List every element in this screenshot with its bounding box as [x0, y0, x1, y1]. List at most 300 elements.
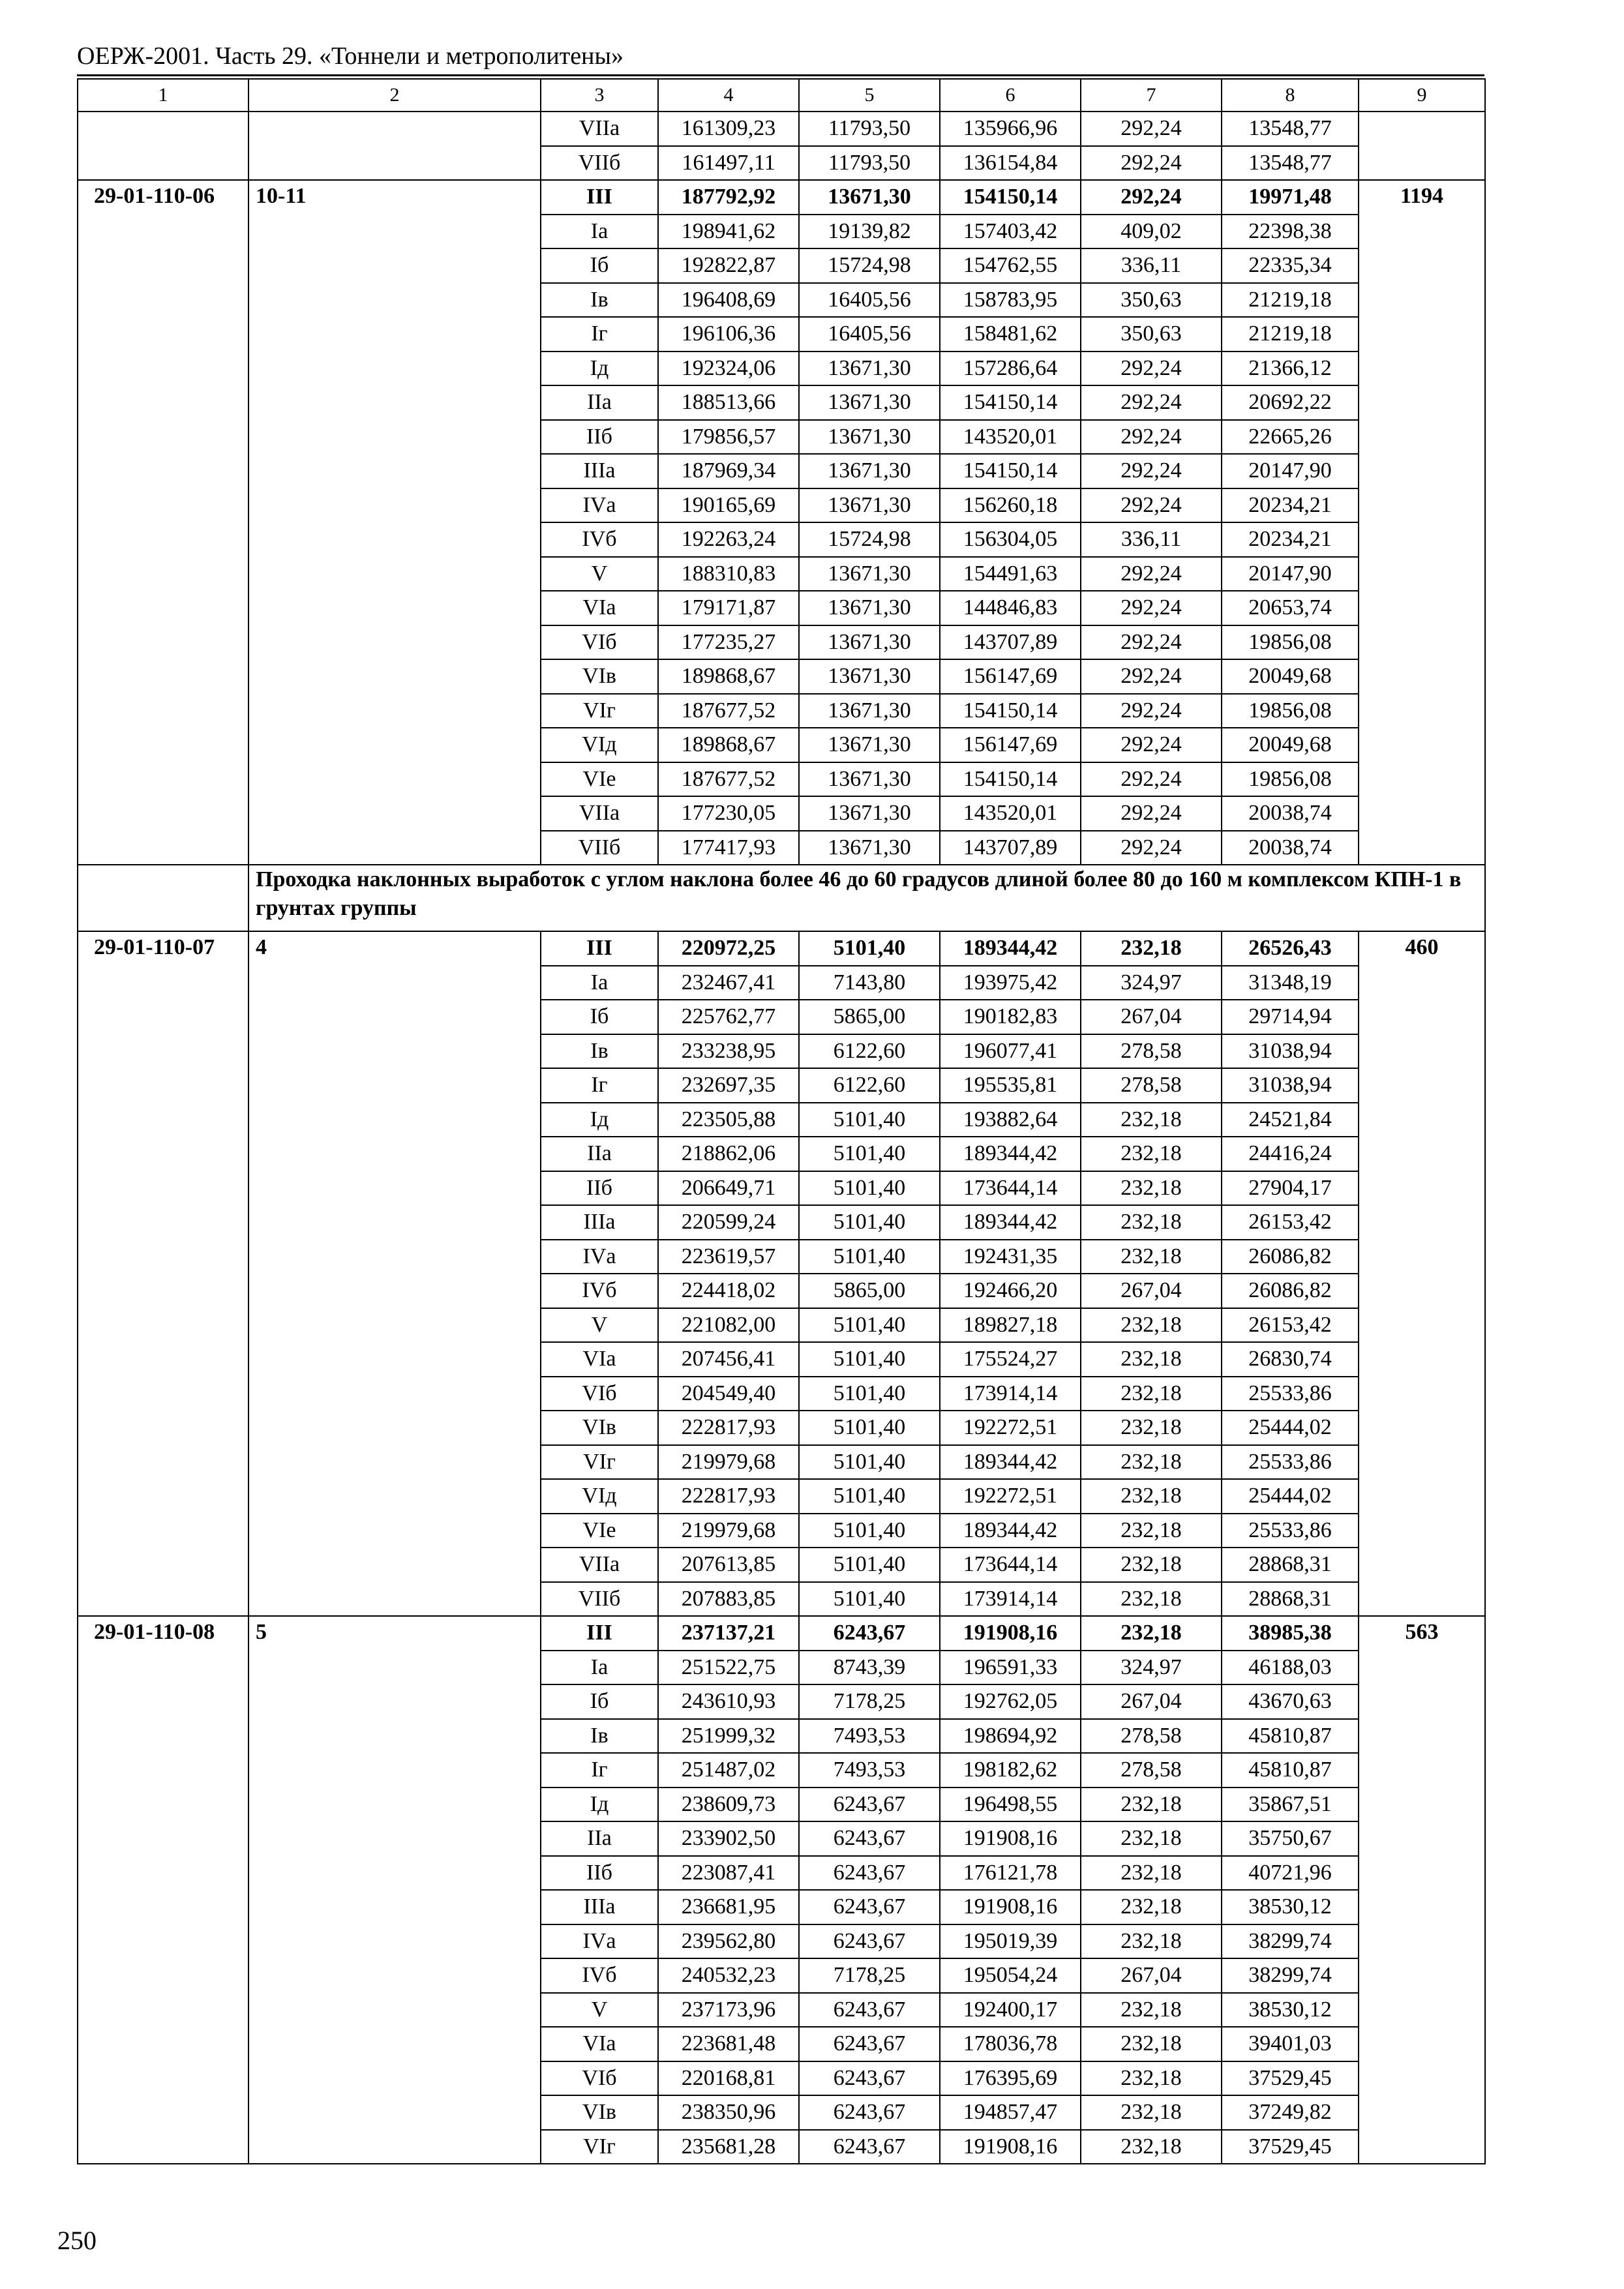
materials-cost: 20234,21	[1222, 488, 1359, 523]
materials-cost: 43670,63	[1222, 1684, 1359, 1719]
labor-wage: 7178,25	[799, 1958, 940, 1993]
materials-cost: 20049,68	[1222, 659, 1359, 694]
table-body	[78, 79, 1485, 2164]
soil-group: VIIб	[541, 831, 658, 865]
machine-cost: 156304,05	[940, 522, 1081, 557]
machinist-wage: 267,04	[1081, 1274, 1222, 1308]
labor-wage: 5101,40	[799, 1342, 940, 1377]
machinist-wage: 232,18	[1081, 1582, 1222, 1617]
materials-cost: 26086,82	[1222, 1274, 1359, 1308]
labor-wage: 5101,40	[799, 1445, 940, 1480]
labor-wage: 6243,67	[799, 1890, 940, 1924]
machinist-wage: 292,24	[1081, 728, 1222, 762]
machinist-wage: 278,58	[1081, 1068, 1222, 1103]
machinist-wage: 324,97	[1081, 1651, 1222, 1685]
soil-group: V	[541, 1993, 658, 2027]
soil-group: Iд	[541, 352, 658, 386]
labor-wage: 7493,53	[799, 1719, 940, 1754]
machine-cost: 192400,17	[940, 1993, 1081, 2027]
machine-cost: 175524,27	[940, 1342, 1081, 1377]
soil-group: IIб	[541, 1171, 658, 1206]
labor-wage: 13671,30	[799, 659, 940, 694]
machinist-wage: 278,58	[1081, 1753, 1222, 1788]
materials-cost: 28868,31	[1222, 1548, 1359, 1582]
labor-wage: 16405,56	[799, 317, 940, 352]
soil-group: Iв	[541, 1034, 658, 1069]
direct-cost: 192263,24	[658, 522, 799, 557]
labor-wage: 6243,67	[799, 1788, 940, 1822]
direct-cost: 236681,95	[658, 1890, 799, 1924]
labor-wage: 6122,60	[799, 1034, 940, 1069]
materials-cost: 37249,82	[1222, 2095, 1359, 2130]
materials-cost: 46188,03	[1222, 1651, 1359, 1685]
machinist-wage: 232,18	[1081, 1240, 1222, 1274]
direct-cost: 237137,21	[658, 1616, 799, 1651]
column-number: 6	[940, 79, 1081, 112]
direct-cost: 225762,77	[658, 1000, 799, 1034]
soil-group: IVа	[541, 1240, 658, 1274]
machine-cost: 176395,69	[940, 2061, 1081, 2096]
labor-wage: 6243,67	[799, 1924, 940, 1959]
machine-cost: 154150,14	[940, 762, 1081, 797]
machine-cost: 173644,14	[940, 1171, 1081, 1206]
materials-cost: 24416,24	[1222, 1137, 1359, 1171]
machinist-wage: 292,24	[1081, 625, 1222, 660]
soil-group: IIб	[541, 420, 658, 455]
soil-group: IVб	[541, 522, 658, 557]
direct-cost: 190165,69	[658, 488, 799, 523]
materials-cost: 25444,02	[1222, 1411, 1359, 1445]
machine-cost: 154150,14	[940, 385, 1081, 420]
materials-cost: 25533,86	[1222, 1377, 1359, 1411]
soil-group: IVб	[541, 1274, 658, 1308]
machinist-wage: 336,11	[1081, 248, 1222, 283]
direct-cost: 224418,02	[658, 1274, 799, 1308]
machine-cost: 198182,62	[940, 1753, 1081, 1788]
soil-group: IVб	[541, 1958, 658, 1993]
machine-cost: 158783,95	[940, 283, 1081, 318]
direct-cost: 238609,73	[658, 1788, 799, 1822]
materials-cost: 38530,12	[1222, 1993, 1359, 2027]
materials-cost: 20234,21	[1222, 522, 1359, 557]
labor-wage: 7178,25	[799, 1684, 940, 1719]
machine-cost: 173914,14	[940, 1582, 1081, 1617]
machine-cost: 189344,42	[940, 1514, 1081, 1548]
soil-group: VIа	[541, 1342, 658, 1377]
labor-wage: 5101,40	[799, 1240, 940, 1274]
labor-wage: 13671,30	[799, 796, 940, 831]
machinist-wage: 292,24	[1081, 591, 1222, 625]
machinist-wage: 232,18	[1081, 1479, 1222, 1514]
direct-cost: 198941,62	[658, 215, 799, 249]
direct-cost: 233902,50	[658, 1821, 799, 1856]
labor-wage: 13671,30	[799, 625, 940, 660]
table-row	[78, 931, 1485, 966]
labor-wage: 6243,67	[799, 2027, 940, 2061]
direct-cost: 240532,23	[658, 1958, 799, 1993]
machine-cost: 192272,51	[940, 1479, 1081, 1514]
materials-cost: 40721,96	[1222, 1856, 1359, 1891]
labor-wage: 5865,00	[799, 1000, 940, 1034]
machinist-wage: 232,18	[1081, 1205, 1222, 1240]
materials-cost: 26153,42	[1222, 1205, 1359, 1240]
labor-wage: 11793,50	[799, 146, 940, 181]
labor-wage: 8743,39	[799, 1651, 940, 1685]
materials-cost: 45810,87	[1222, 1719, 1359, 1754]
soil-group: IIб	[541, 1856, 658, 1891]
soil-group: VIIа	[541, 112, 658, 146]
rate-parameter: 10-11	[248, 180, 541, 865]
column-number: 2	[248, 79, 541, 112]
rate-parameter: 5	[248, 1616, 541, 2164]
labor-wage: 5101,40	[799, 1377, 940, 1411]
machinist-wage: 292,24	[1081, 831, 1222, 865]
machinist-wage: 350,63	[1081, 317, 1222, 352]
machine-cost: 195019,39	[940, 1924, 1081, 1959]
labor-wage: 13671,30	[799, 591, 940, 625]
labor-wage: 13671,30	[799, 385, 940, 420]
machine-cost: 189344,42	[940, 931, 1081, 966]
labor-wage: 13671,30	[799, 488, 940, 523]
page-header-title: ОЕРЖ-2001. Часть 29. «Тоннели и метрополитены»	[77, 42, 624, 70]
direct-cost: 233238,95	[658, 1034, 799, 1069]
soil-group: VIIб	[541, 146, 658, 181]
direct-cost: 161309,23	[658, 112, 799, 146]
soil-group: V	[541, 1308, 658, 1343]
machine-cost: 192431,35	[940, 1240, 1081, 1274]
soil-group: IIа	[541, 385, 658, 420]
labor-wage: 7143,80	[799, 966, 940, 1000]
direct-cost: 223087,41	[658, 1856, 799, 1891]
machinist-wage: 232,18	[1081, 2027, 1222, 2061]
soil-group: VIг	[541, 1445, 658, 1480]
materials-cost: 22665,26	[1222, 420, 1359, 455]
materials-cost: 29714,94	[1222, 1000, 1359, 1034]
materials-cost: 35750,67	[1222, 1821, 1359, 1856]
soil-group: Iв	[541, 283, 658, 318]
soil-group: Iб	[541, 1000, 658, 1034]
section-row	[78, 865, 1485, 931]
soil-group: III	[541, 1616, 658, 1651]
direct-cost: 219979,68	[658, 1445, 799, 1480]
soil-group: IIIа	[541, 1205, 658, 1240]
labor-wage: 5101,40	[799, 1411, 940, 1445]
soil-group: Iв	[541, 1719, 658, 1754]
soil-group: VIе	[541, 1514, 658, 1548]
direct-cost: 223681,48	[658, 2027, 799, 2061]
direct-cost: 189868,67	[658, 728, 799, 762]
column-number: 8	[1222, 79, 1359, 112]
direct-cost: 238350,96	[658, 2095, 799, 2130]
column-number: 4	[658, 79, 799, 112]
materials-cost: 20049,68	[1222, 728, 1359, 762]
section-title: Проходка наклонных выработок с углом наклона более 46 до 60 градусов длиной более 80 до 160 м комплексом КПН-1 в грунтах группы	[248, 865, 1485, 931]
materials-cost: 35867,51	[1222, 1788, 1359, 1822]
machinist-wage: 232,18	[1081, 1514, 1222, 1548]
machinist-wage: 232,18	[1081, 1377, 1222, 1411]
header-rule	[77, 74, 1484, 76]
labor-wage: 5101,40	[799, 1205, 940, 1240]
direct-cost: 243610,93	[658, 1684, 799, 1719]
labor-norm: 1194	[1359, 180, 1485, 865]
machinist-wage: 267,04	[1081, 1958, 1222, 1993]
labor-wage: 15724,98	[799, 522, 940, 557]
labor-wage: 5101,40	[799, 1308, 940, 1343]
machinist-wage: 350,63	[1081, 283, 1222, 318]
soil-group: VIд	[541, 1479, 658, 1514]
machine-cost: 193882,64	[940, 1103, 1081, 1137]
machine-cost: 154150,14	[940, 180, 1081, 215]
direct-cost: 177417,93	[658, 831, 799, 865]
machinist-wage: 292,24	[1081, 659, 1222, 694]
direct-cost: 220599,24	[658, 1205, 799, 1240]
direct-cost: 251999,32	[658, 1719, 799, 1754]
soil-group: VIIа	[541, 1548, 658, 1582]
machine-cost: 191908,16	[940, 1890, 1081, 1924]
direct-cost: 188310,83	[658, 557, 799, 591]
soil-group: Iд	[541, 1788, 658, 1822]
machinist-wage: 232,18	[1081, 1924, 1222, 1959]
labor-wage: 5101,40	[799, 1548, 940, 1582]
direct-cost: 207613,85	[658, 1548, 799, 1582]
machine-cost: 143707,89	[940, 831, 1081, 865]
machinist-wage: 232,18	[1081, 1616, 1222, 1651]
materials-cost: 21219,18	[1222, 317, 1359, 352]
labor-wage: 6243,67	[799, 2130, 940, 2164]
rate-code: 29-01-110-08	[78, 1616, 248, 2164]
soil-group: Iа	[541, 966, 658, 1000]
materials-cost: 38530,12	[1222, 1890, 1359, 1924]
materials-cost: 27904,17	[1222, 1171, 1359, 1206]
materials-cost: 26153,42	[1222, 1308, 1359, 1343]
direct-cost: 223619,57	[658, 1240, 799, 1274]
direct-cost: 187677,52	[658, 694, 799, 728]
direct-cost: 251487,02	[658, 1753, 799, 1788]
labor-wage: 5101,40	[799, 1479, 940, 1514]
materials-cost: 19856,08	[1222, 694, 1359, 728]
labor-wage: 5101,40	[799, 1103, 940, 1137]
materials-cost: 38299,74	[1222, 1958, 1359, 1993]
machine-cost: 176121,78	[940, 1856, 1081, 1891]
machinist-wage: 232,18	[1081, 1308, 1222, 1343]
column-number: 7	[1081, 79, 1222, 112]
labor-wage: 13671,30	[799, 728, 940, 762]
materials-cost: 19856,08	[1222, 625, 1359, 660]
labor-wage: 13671,30	[799, 420, 940, 455]
machine-cost: 144846,83	[940, 591, 1081, 625]
labor-wage: 5101,40	[799, 1171, 940, 1206]
direct-cost: 219979,68	[658, 1514, 799, 1548]
soil-group: VIб	[541, 1377, 658, 1411]
machine-cost: 189827,18	[940, 1308, 1081, 1343]
soil-group: Iб	[541, 1684, 658, 1719]
machine-cost: 154150,14	[940, 694, 1081, 728]
rate-parameter	[248, 112, 541, 180]
labor-wage: 13671,30	[799, 694, 940, 728]
labor-wage: 5865,00	[799, 1274, 940, 1308]
machine-cost: 143520,01	[940, 420, 1081, 455]
machine-cost: 173914,14	[940, 1377, 1081, 1411]
direct-cost: 223505,88	[658, 1103, 799, 1137]
soil-group: IIа	[541, 1821, 658, 1856]
machine-cost: 154491,63	[940, 557, 1081, 591]
labor-wage: 6243,67	[799, 1616, 940, 1651]
labor-wage: 5101,40	[799, 931, 940, 966]
machinist-wage: 278,58	[1081, 1719, 1222, 1754]
machine-cost: 143520,01	[940, 796, 1081, 831]
direct-cost: 251522,75	[658, 1651, 799, 1685]
materials-cost: 13548,77	[1222, 112, 1359, 146]
soil-group: III	[541, 931, 658, 966]
machine-cost: 189344,42	[940, 1137, 1081, 1171]
machinist-wage: 292,24	[1081, 454, 1222, 488]
machinist-wage: 409,02	[1081, 215, 1222, 249]
direct-cost: 177230,05	[658, 796, 799, 831]
machinist-wage: 232,18	[1081, 1856, 1222, 1891]
rate-code	[78, 112, 248, 180]
machinist-wage: 292,24	[1081, 420, 1222, 455]
labor-wage: 13671,30	[799, 180, 940, 215]
labor-wage: 19139,82	[799, 215, 940, 249]
soil-group: Iа	[541, 215, 658, 249]
materials-cost: 20147,90	[1222, 557, 1359, 591]
direct-cost: 235681,28	[658, 2130, 799, 2164]
machinist-wage: 292,24	[1081, 557, 1222, 591]
materials-cost: 22398,38	[1222, 215, 1359, 249]
soil-group: VIг	[541, 694, 658, 728]
soil-group: IIIа	[541, 1890, 658, 1924]
labor-wage: 6243,67	[799, 2061, 940, 2096]
materials-cost: 19971,48	[1222, 180, 1359, 215]
machinist-wage: 232,18	[1081, 1137, 1222, 1171]
machinist-wage: 232,18	[1081, 2130, 1222, 2164]
machinist-wage: 232,18	[1081, 1890, 1222, 1924]
direct-cost: 222817,93	[658, 1411, 799, 1445]
soil-group: IIа	[541, 1137, 658, 1171]
materials-cost: 21219,18	[1222, 283, 1359, 318]
direct-cost: 222817,93	[658, 1479, 799, 1514]
soil-group: III	[541, 180, 658, 215]
machine-cost: 173644,14	[940, 1548, 1081, 1582]
machinist-wage: 232,18	[1081, 931, 1222, 966]
direct-cost: 239562,80	[658, 1924, 799, 1959]
materials-cost: 20147,90	[1222, 454, 1359, 488]
direct-cost: 189868,67	[658, 659, 799, 694]
labor-wage: 15724,98	[799, 248, 940, 283]
direct-cost: 221082,00	[658, 1308, 799, 1343]
labor-wage: 5101,40	[799, 1514, 940, 1548]
direct-cost: 220168,81	[658, 2061, 799, 2096]
materials-cost: 39401,03	[1222, 2027, 1359, 2061]
direct-cost: 192822,87	[658, 248, 799, 283]
direct-cost: 188513,66	[658, 385, 799, 420]
machine-cost: 191908,16	[940, 1821, 1081, 1856]
rate-code: 29-01-110-07	[78, 931, 248, 1616]
machine-cost: 190182,83	[940, 1000, 1081, 1034]
machine-cost: 156260,18	[940, 488, 1081, 523]
soil-group: Iб	[541, 248, 658, 283]
soil-group: V	[541, 557, 658, 591]
machine-cost: 154762,55	[940, 248, 1081, 283]
machine-cost: 198694,92	[940, 1719, 1081, 1754]
column-numbers-row	[78, 79, 1485, 112]
materials-cost: 19856,08	[1222, 762, 1359, 797]
machinist-wage: 278,58	[1081, 1034, 1222, 1069]
labor-wage: 7493,53	[799, 1753, 940, 1788]
materials-cost: 26086,82	[1222, 1240, 1359, 1274]
materials-cost: 31038,94	[1222, 1068, 1359, 1103]
machine-cost: 192272,51	[940, 1411, 1081, 1445]
soil-group: IVа	[541, 488, 658, 523]
section-code-cell	[78, 865, 248, 931]
materials-cost: 45810,87	[1222, 1753, 1359, 1788]
machinist-wage: 232,18	[1081, 1342, 1222, 1377]
direct-cost: 207883,85	[658, 1582, 799, 1617]
labor-wage: 5101,40	[799, 1582, 940, 1617]
machine-cost: 194857,47	[940, 2095, 1081, 2130]
soil-group: Iг	[541, 1753, 658, 1788]
direct-cost: 196106,36	[658, 317, 799, 352]
soil-group: VIа	[541, 2027, 658, 2061]
materials-cost: 25533,86	[1222, 1514, 1359, 1548]
soil-group: VIе	[541, 762, 658, 797]
table-row	[78, 112, 1485, 146]
labor-norm: 460	[1359, 931, 1485, 1616]
direct-cost: 232697,35	[658, 1068, 799, 1103]
table-row	[78, 1616, 1485, 1651]
direct-cost: 196408,69	[658, 283, 799, 318]
direct-cost: 192324,06	[658, 352, 799, 386]
direct-cost: 177235,27	[658, 625, 799, 660]
labor-wage: 11793,50	[799, 112, 940, 146]
materials-cost: 38985,38	[1222, 1616, 1359, 1651]
machinist-wage: 232,18	[1081, 1445, 1222, 1480]
labor-norm: 563	[1359, 1616, 1485, 2164]
machine-cost: 136154,84	[940, 146, 1081, 181]
machine-cost: 156147,69	[940, 659, 1081, 694]
rate-parameter: 4	[248, 931, 541, 1616]
direct-cost: 179171,87	[658, 591, 799, 625]
machinist-wage: 324,97	[1081, 966, 1222, 1000]
materials-cost: 28868,31	[1222, 1582, 1359, 1617]
materials-cost: 20653,74	[1222, 591, 1359, 625]
machinist-wage: 232,18	[1081, 1788, 1222, 1822]
soil-group: VIд	[541, 728, 658, 762]
labor-wage: 13671,30	[799, 557, 940, 591]
machine-cost: 189344,42	[940, 1445, 1081, 1480]
labor-wage: 6243,67	[799, 2095, 940, 2130]
soil-group: VIв	[541, 2095, 658, 2130]
soil-group: Iд	[541, 1103, 658, 1137]
direct-cost: 161497,11	[658, 146, 799, 181]
rates-table	[77, 78, 1486, 2164]
labor-wage: 13671,30	[799, 352, 940, 386]
soil-group: Iа	[541, 1651, 658, 1685]
machine-cost: 157403,42	[940, 215, 1081, 249]
column-number: 9	[1359, 79, 1485, 112]
materials-cost: 25533,86	[1222, 1445, 1359, 1480]
materials-cost: 31038,94	[1222, 1034, 1359, 1069]
soil-group: VIв	[541, 1411, 658, 1445]
machinist-wage: 232,18	[1081, 2061, 1222, 2096]
machinist-wage: 292,24	[1081, 146, 1222, 181]
machine-cost: 195535,81	[940, 1068, 1081, 1103]
direct-cost: 179856,57	[658, 420, 799, 455]
machinist-wage: 292,24	[1081, 352, 1222, 386]
labor-wage: 13671,30	[799, 831, 940, 865]
labor-wage: 5101,40	[799, 1137, 940, 1171]
materials-cost: 24521,84	[1222, 1103, 1359, 1137]
